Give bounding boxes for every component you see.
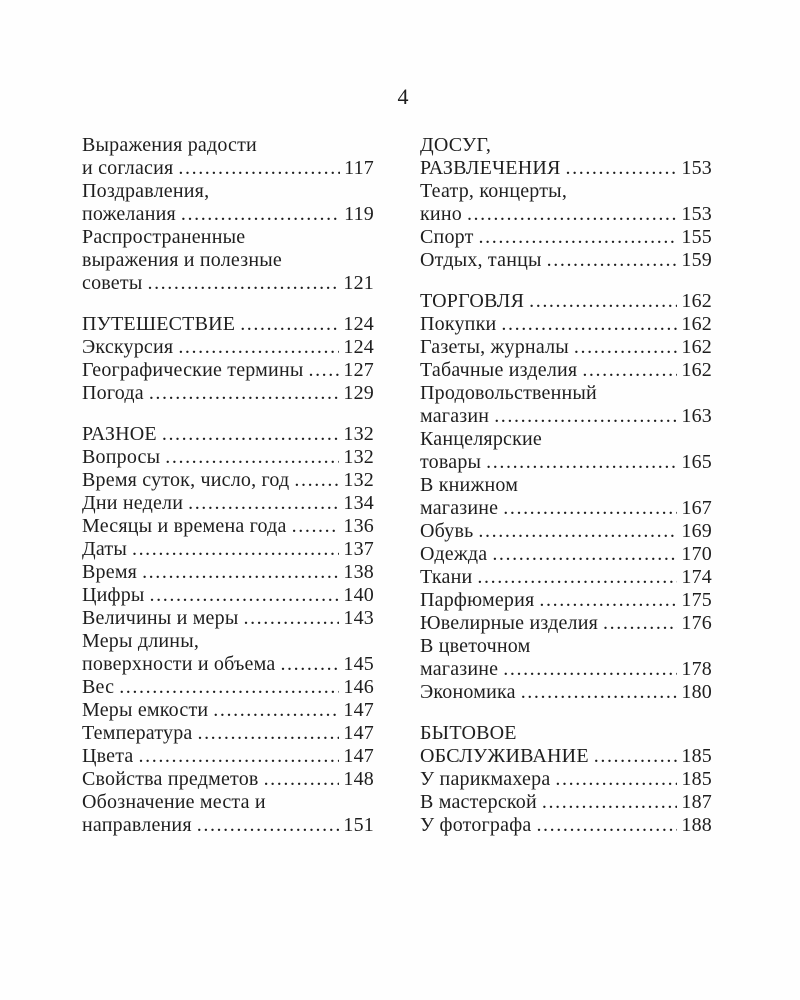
toc-entry-line [82, 515, 374, 538]
toc-entry-page: 132 [343, 423, 374, 445]
toc-entry-page: 167 [681, 497, 712, 519]
toc-entry-title: Выражения радости [82, 134, 257, 156]
toc-entry-title: Распространенные [82, 226, 246, 248]
toc-entry [82, 676, 374, 699]
toc-entry-title: Табачные изделия [420, 359, 578, 381]
toc-entry [82, 791, 374, 837]
toc-entry-title: Погода [82, 382, 144, 404]
toc-entry-page: 185 [681, 768, 712, 790]
toc-entry-title: Меры длины, [82, 630, 200, 652]
toc-entry-line [420, 589, 712, 612]
toc-entry-line [420, 249, 712, 272]
toc-entry-line [420, 543, 712, 566]
dot-leader [479, 226, 678, 249]
toc-entry-line [82, 584, 374, 607]
toc-entry [420, 382, 712, 428]
dot-leader [243, 607, 339, 630]
toc-entry-title: Ювелирные изделия [420, 612, 599, 634]
toc-entry-page: 153 [681, 157, 712, 179]
toc-entry [420, 249, 712, 272]
toc-entry [82, 768, 374, 791]
toc-entry-page: 170 [681, 543, 712, 565]
toc-entry [82, 630, 374, 676]
toc-entry-line [82, 791, 374, 814]
dot-leader [181, 203, 340, 226]
toc-entry-title: направления [82, 814, 192, 836]
toc-entry-page: 143 [343, 607, 374, 629]
toc-entry-line [82, 676, 374, 699]
toc-section-heading-entry [420, 290, 712, 313]
toc-entry-title: РАЗНОЕ [82, 423, 157, 445]
dot-leader [503, 497, 677, 520]
dot-leader [492, 543, 677, 566]
toc-entry [82, 359, 374, 382]
toc-entry-line [420, 290, 712, 313]
toc-entry-line [82, 630, 374, 653]
dot-leader [178, 336, 339, 359]
dot-leader [555, 768, 677, 791]
dot-leader [280, 653, 339, 676]
toc-entry-line [420, 745, 712, 768]
toc-entry-title: товары [420, 451, 482, 473]
toc-entry-line [82, 492, 374, 515]
toc-entry-page: 136 [343, 515, 374, 537]
toc-entry-title: Обувь [420, 520, 474, 542]
toc-entry-line [420, 814, 712, 837]
toc-entry [82, 336, 374, 359]
dot-leader [603, 612, 677, 635]
dot-leader [149, 382, 340, 405]
toc-entry-line [82, 134, 374, 157]
toc-entry-title: Спорт [420, 226, 474, 248]
toc-entry [420, 566, 712, 589]
toc-entry-title: Газеты, журналы [420, 336, 569, 358]
toc-entry-title: Время суток, число, год [82, 469, 290, 491]
toc-entry-page: 178 [681, 658, 712, 680]
toc-entry-line [82, 722, 374, 745]
toc-entry [420, 428, 712, 474]
toc-entry [420, 313, 712, 336]
toc-entry-line [82, 561, 374, 584]
dot-leader [478, 520, 677, 543]
toc-entry-page: 162 [681, 336, 712, 358]
dot-leader [542, 791, 677, 814]
toc-entry-line [82, 226, 374, 249]
toc-entry-page: 119 [344, 203, 374, 225]
toc-entry-page: 188 [681, 814, 712, 836]
toc-entry-title: магазине [420, 497, 499, 519]
toc-entry-title: У фотографа [420, 814, 532, 836]
toc-entry-line [420, 791, 712, 814]
toc-entry-line [420, 635, 712, 658]
toc-entry-title: Театр, концерты, [420, 180, 568, 202]
toc-section-heading-entry [82, 423, 374, 446]
toc-entry-line [420, 768, 712, 791]
toc-entry-page: 146 [343, 676, 374, 698]
toc-entry-page: 159 [681, 249, 712, 271]
toc-entry-line [82, 814, 374, 837]
toc-entry-page: 147 [343, 722, 374, 744]
toc-entry-line [82, 180, 374, 203]
toc-entry-title: Меры емкости [82, 699, 209, 721]
toc-entry [420, 768, 712, 791]
dot-leader [240, 313, 339, 336]
toc-entry [82, 492, 374, 515]
toc-entry [420, 612, 712, 635]
dot-leader [162, 423, 340, 446]
toc-entry-title: Время [82, 561, 138, 583]
toc-entry [82, 469, 374, 492]
dot-leader [213, 699, 339, 722]
toc-entry-title: советы [82, 272, 143, 294]
dot-leader [539, 589, 677, 612]
toc-section [82, 423, 374, 837]
toc-entry-title: и согласия [82, 157, 174, 179]
toc-section-heading-entry [420, 722, 712, 768]
toc-entry [82, 699, 374, 722]
toc-entry-line [82, 313, 374, 336]
toc-entry [420, 589, 712, 612]
toc-entry-line [420, 658, 712, 681]
toc-entry [82, 226, 374, 295]
toc-entry-title: Величины и меры [82, 607, 239, 629]
toc-entry [420, 814, 712, 837]
toc-entry-page: 147 [343, 699, 374, 721]
toc-entry-line [420, 203, 712, 226]
toc-column-right [420, 134, 712, 837]
toc-entry-title: Канцелярские [420, 428, 542, 450]
dot-leader [477, 566, 677, 589]
toc-entry-line [420, 336, 712, 359]
toc-entry-line [420, 566, 712, 589]
toc-entry [82, 584, 374, 607]
toc-entry [420, 543, 712, 566]
toc-entry-page: 138 [343, 561, 374, 583]
toc-entry-page: 163 [681, 405, 712, 427]
toc-entry-line [82, 423, 374, 446]
dot-leader [467, 203, 677, 226]
toc-entry-title: Вес [82, 676, 115, 698]
toc-entry-line [420, 157, 712, 180]
toc-entry-line [420, 313, 712, 336]
toc-entry-title: БЫТОВОЕ [420, 722, 517, 744]
toc-entry-line [420, 722, 712, 745]
toc-entry-page: 129 [343, 382, 374, 404]
toc-entry-page: 162 [681, 290, 712, 312]
toc-entry-title: Продовольственный [420, 382, 597, 404]
toc-section [82, 134, 374, 295]
toc-entry-title: выражения и полезные [82, 249, 282, 271]
toc-entry-title: магазине [420, 658, 499, 680]
toc-entry-line [82, 272, 374, 295]
toc-entry-line [420, 681, 712, 704]
toc-entry-title: Даты [82, 538, 127, 560]
dot-leader [292, 515, 340, 538]
toc-entry-line [420, 474, 712, 497]
toc-entry [82, 134, 374, 180]
toc-entry-title: Цвета [82, 745, 134, 767]
toc-entry-page: 145 [343, 653, 374, 675]
toc-entry-line [82, 157, 374, 180]
toc-entry-page: 153 [681, 203, 712, 225]
toc-entry-line [420, 359, 712, 382]
toc-entry [82, 745, 374, 768]
toc-entry-line [82, 653, 374, 676]
dot-leader [178, 157, 340, 180]
toc-entry-page: 162 [681, 313, 712, 335]
dot-leader [574, 336, 678, 359]
dot-leader [547, 249, 678, 272]
toc-entry-page: 132 [343, 469, 374, 491]
toc-entry-line [82, 768, 374, 791]
toc-entry-title: Поздравления, [82, 180, 210, 202]
toc-entry-page: 124 [343, 313, 374, 335]
toc-entry [420, 791, 712, 814]
toc-entry-title: ОБСЛУЖИВАНИЕ [420, 745, 589, 767]
dot-leader [132, 538, 339, 561]
toc-entry-page: 148 [343, 768, 374, 790]
dot-leader [197, 722, 339, 745]
toc-entry-page: 127 [343, 359, 374, 381]
toc-entry-title: В книжном [420, 474, 519, 496]
toc-entry-title: Свойства предметов [82, 768, 259, 790]
toc-entry [420, 520, 712, 543]
toc-entry-title: Покупки [420, 313, 497, 335]
toc-section [82, 313, 374, 405]
toc-entry-title: Отдых, танцы [420, 249, 542, 271]
toc-entry-page: 162 [681, 359, 712, 381]
toc-entry-title: магазин [420, 405, 490, 427]
dot-leader [582, 359, 677, 382]
toc-entry [82, 538, 374, 561]
toc-entry [82, 446, 374, 469]
dot-leader [188, 492, 339, 515]
toc-entry-line [420, 180, 712, 203]
dot-leader [150, 584, 340, 607]
toc-entry [82, 180, 374, 226]
toc-entry-title: пожелания [82, 203, 176, 225]
toc-entry-line [82, 469, 374, 492]
toc-entry-title: Обозначение места и [82, 791, 266, 813]
toc-entry-page: 185 [681, 745, 712, 767]
dot-leader [486, 451, 677, 474]
toc-entry-page: 155 [681, 226, 712, 248]
toc-section [420, 722, 712, 837]
dot-leader [197, 814, 340, 837]
toc-entry-title: Экскурсия [82, 336, 174, 358]
toc-entry-page: 132 [343, 446, 374, 468]
dot-leader [521, 681, 678, 704]
dot-leader [501, 313, 677, 336]
toc-entry-page: 169 [681, 520, 712, 542]
toc-entry-page: 134 [343, 492, 374, 514]
toc-entry-page: 151 [343, 814, 374, 836]
dot-leader [536, 814, 677, 837]
toc-entry-title: Цифры [82, 584, 145, 606]
dot-leader [494, 405, 677, 428]
toc-entry [82, 561, 374, 584]
toc-entry [420, 359, 712, 382]
dot-leader [119, 676, 339, 699]
toc-entry-line [82, 382, 374, 405]
dot-leader [529, 290, 677, 313]
toc-entry-title: Температура [82, 722, 193, 744]
toc-entry [420, 681, 712, 704]
toc-entry-title: Дни недели [82, 492, 184, 514]
toc-entry-title: ТОРГОВЛЯ [420, 290, 525, 312]
toc-entry-title: В мастерской [420, 791, 537, 813]
toc-entry-title: Вопросы [82, 446, 161, 468]
toc-entry-line [420, 428, 712, 451]
toc-entry-page: 187 [681, 791, 712, 813]
toc-entry [82, 607, 374, 630]
toc-entry-line [420, 612, 712, 635]
toc-entry-line [420, 451, 712, 474]
toc-entry [420, 180, 712, 226]
toc-entry-line [420, 382, 712, 405]
toc-entry-line [82, 607, 374, 630]
toc-entry-title: ДОСУГ, [420, 134, 492, 156]
toc-entry-line [82, 203, 374, 226]
toc-entry-line [420, 497, 712, 520]
toc-entry [420, 635, 712, 681]
toc-section [420, 134, 712, 272]
dot-leader [294, 469, 339, 492]
dot-leader [142, 561, 339, 584]
toc-entry-title: Одежда [420, 543, 488, 565]
toc-section-heading-entry [82, 313, 374, 336]
dot-leader [594, 745, 678, 768]
toc-entry [82, 382, 374, 405]
toc-entry-line [82, 745, 374, 768]
toc-section-heading-entry [420, 134, 712, 180]
toc-entry-title: РАЗВЛЕЧЕНИЯ [420, 157, 561, 179]
toc-entry-page: 121 [343, 272, 374, 294]
toc-entry-line [82, 699, 374, 722]
toc-entry-line [82, 446, 374, 469]
toc-entry [420, 474, 712, 520]
toc-entry-title: Ткани [420, 566, 473, 588]
toc-entry-page: 165 [681, 451, 712, 473]
toc-entry-title: Географические термины [82, 359, 304, 381]
toc-section [420, 290, 712, 704]
toc-entry [420, 226, 712, 249]
toc-entry-title: поверхности и объема [82, 653, 276, 675]
toc-entry-page: 180 [681, 681, 712, 703]
dot-leader [503, 658, 677, 681]
toc-entry [82, 515, 374, 538]
toc-entry-title: кино [420, 203, 462, 225]
toc-entry-page: 140 [343, 584, 374, 606]
dot-leader [165, 446, 339, 469]
toc-entry-line [82, 538, 374, 561]
page-number: 4 [397, 84, 409, 109]
toc-entry-line [420, 520, 712, 543]
toc-entry-line [82, 359, 374, 382]
toc-entry-title: В цветочном [420, 635, 531, 657]
toc-entry-title: У парикмахера [420, 768, 551, 790]
toc-entry [420, 336, 712, 359]
toc-column-left [82, 134, 374, 837]
dot-leader [566, 157, 678, 180]
toc-entry-page: 176 [681, 612, 712, 634]
toc-entry-line [420, 405, 712, 428]
toc-entry-title: Месяцы и времена года [82, 515, 287, 537]
toc-entry-page: 175 [681, 589, 712, 611]
dot-leader [147, 272, 339, 295]
toc-entry-page: 124 [343, 336, 374, 358]
toc-entry-line [420, 226, 712, 249]
toc-entry-line [82, 336, 374, 359]
toc-entry-page: 147 [343, 745, 374, 767]
dot-leader [264, 768, 340, 791]
toc-entry [82, 722, 374, 745]
toc-entry-line [420, 134, 712, 157]
toc-entry-title: Экономика [420, 681, 516, 703]
toc-entry-page: 137 [343, 538, 374, 560]
dot-leader [139, 745, 340, 768]
dot-leader [308, 359, 339, 382]
toc-entry-title: ПУТЕШЕСТВИЕ [82, 313, 236, 335]
toc-entry-title: Парфюмерия [420, 589, 535, 611]
toc-entry-line [82, 249, 374, 272]
toc-entry-page: 117 [344, 157, 374, 179]
toc-entry-page: 174 [681, 566, 712, 588]
